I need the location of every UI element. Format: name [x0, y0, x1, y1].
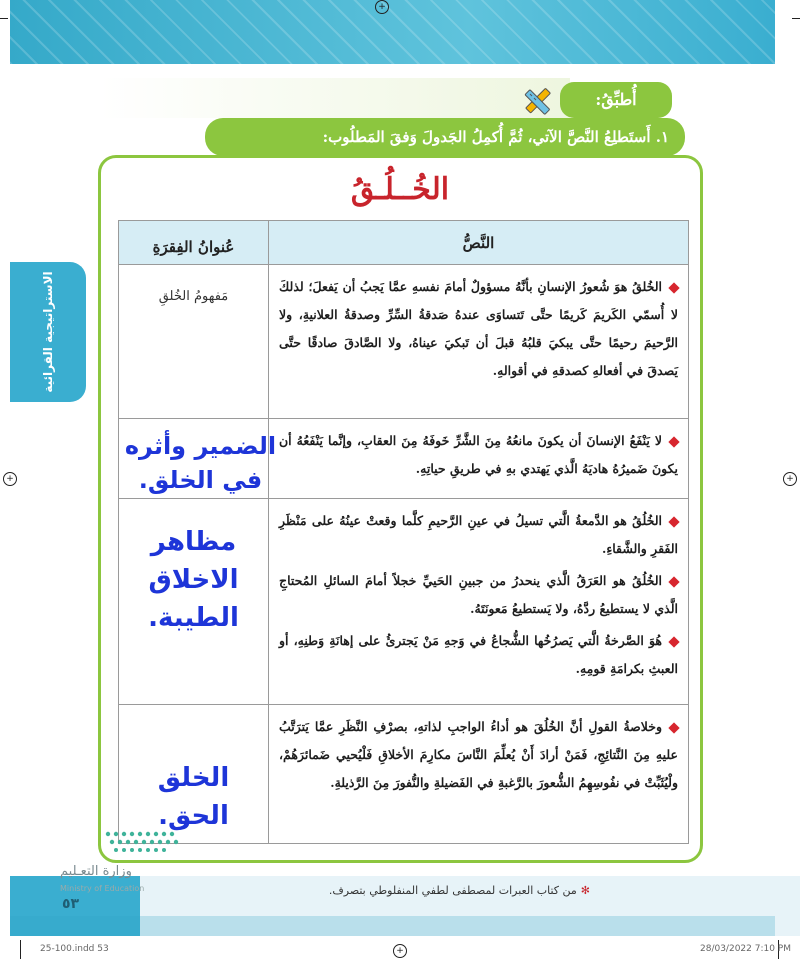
bullet-diamond-icon [668, 636, 679, 647]
bullet-diamond-icon [668, 576, 679, 587]
registration-mark-icon: + [3, 472, 17, 486]
banner-pattern [10, 0, 775, 64]
paragraph [279, 627, 678, 683]
header-strip [100, 78, 570, 118]
paragraph [279, 273, 678, 385]
side-tab-label: الاستراتيجية القرائية [41, 271, 55, 393]
paragraph-cell [269, 499, 689, 705]
handwritten-answer: مظاهر الاخلاق الطيبة. [148, 527, 239, 633]
table-header-row [119, 221, 689, 265]
paragraph-text: وخلاصةُ القولِ أنَّ الخُلُقَ هو أداءُ الواجبِ لذاتهِ، بصرْفِ النَّظَرِ عمَّا يَترَتَّبُ عليهِ مِنَ النَّتائِجِ، فَمَنْ أرادَ أَنْ يُعلِّمَ النَّاسَ مكارِمَ الأخلاقِ فَلْيُحيي ضَمائرَهُمْ، ولْيُثَبِّتْ في نفُوسِهِمُ الشُّعورَ بالرَّغبةِ في الفَضيلةِ والنُّفورَ مِنَ الرَّذيلةِ. [279, 719, 678, 790]
registration-mark-icon: + [375, 0, 389, 14]
footer-stripe [10, 916, 775, 936]
page-number: ٥٣ [62, 896, 80, 912]
handwritten-answer: الخلق الحق. [157, 763, 230, 831]
paragraph [279, 567, 678, 623]
printed-answer: مَفهومُ الخُلقِ [158, 289, 229, 304]
text-analysis-table [118, 220, 689, 844]
bullet-diamond-icon [668, 516, 679, 527]
paragraph [279, 713, 678, 797]
registration-mark-icon: + [783, 472, 797, 486]
answer-cell[interactable] [119, 499, 269, 705]
source-footnote [329, 884, 590, 897]
crop-mark [20, 940, 21, 959]
bullet-diamond-icon [668, 436, 679, 447]
side-strategy-tab [10, 262, 86, 402]
answer-cell[interactable] [119, 265, 269, 419]
answer-cell[interactable] [119, 705, 269, 844]
top-banner [10, 0, 775, 64]
table-row [119, 499, 689, 705]
instruction-heading: ١. أَستَطلِعُ النَّصَّ الآتي، ثُمَّ أُكمِلُ الجَدولَ وَفقَ المَطلُوب: [205, 118, 685, 156]
ministry-name: وزارة التعـليم [60, 864, 132, 879]
paragraph-cell [269, 419, 689, 499]
header-text-column: النَّصُّ [269, 221, 689, 265]
table-row [119, 705, 689, 844]
table-row [119, 265, 689, 419]
print-slug-left: 25-100.indd 53 [40, 944, 109, 954]
paragraph-cell [269, 265, 689, 419]
footnote-text: من كتاب العبرات لمصطفى لطفي المنفلوطي بتصرف. [328, 884, 577, 897]
print-slug-right: 28/03/2022 7:10 PM [700, 944, 791, 954]
crop-mark [0, 18, 8, 19]
apply-section-tab: أُطبِّقُ: [560, 82, 672, 118]
paragraph-cell [269, 705, 689, 844]
header-title-column: عُنوانُ الفِقرَةِ [119, 221, 269, 265]
paragraph [279, 507, 678, 563]
paragraph-text: لا يَنْفَعُ الإنسانَ أن يكونَ مانعُهُ مِنَ الشَّرِّ خَوفَهُ مِنَ العقابِ، وإنَّما يَنْفَعُهُ أن يكونَ ضَميرُهُ هاديَهُ الَّذي يَهتدي بهِ في طريقِ حياتِهِ. [279, 433, 678, 476]
paragraph-text: الخُلُقُ هو الدَّمعةُ الَّتي تسيلُ في عينِ الرَّحيمِ كلَّما وقعتْ عينُهُ على مَنْظَرِ الفَقرِ والشَّقاءِ. [279, 513, 678, 556]
asterisk-icon: ✻ [580, 884, 590, 897]
registration-mark-icon: + [393, 944, 407, 958]
pencil-ruler-icon [520, 84, 554, 118]
paragraph-text: الخُلقُ هوَ شُعورُ الإنسانِ بأنَّهُ مسؤولٌ أمامَ نفسهِ عمَّا يَجبُ أن يَفعلَ؛ لذلكَ لا أُسمّي الكَريمَ كَريمًا حتَّى تَتساوَى عندهُ صَدقةُ السِّرِّ وصدقةُ العلانيةِ، ولا الرَّحيمَ رحيمًا حتَّى يبكيَ قلبُهُ قبلَ أن تَبكيَ عيناهُ، ولا الصَّادقَ صادقًا حتَّى يَصدقَ في أفعالهِ كصدقهِ في أقوالهِ. [279, 279, 678, 378]
answer-cell[interactable] [119, 419, 277, 499]
paragraph [279, 427, 678, 483]
handwritten-answer: الضمير وأثره في الخلق. [124, 432, 277, 494]
table-row [119, 419, 689, 499]
paragraph-text: هُوَ الصَّرخةُ الَّتي يَصرُخُها الشُّجاعُ في وَجهِ مَنْ يَجترئُ على إهانَةِ وَطنِهِ، أو العبثِ بكرامَةِ قومِهِ. [279, 633, 678, 676]
ministry-logo-icon [102, 828, 192, 860]
bullet-diamond-icon [668, 282, 679, 293]
crop-mark [792, 18, 800, 19]
document-title: الخُــلُـقُ [350, 172, 450, 207]
paragraph-text: الخُلُقُ هو العَرَقُ الَّذي ينحدرُ من جبينِ الحَييِّ خجلاً أمامَ السائلِ المُحتاجِ الَّذي لا يستطيعُ ردَّهُ، ولا يَستطيعُ مَعونَتَهُ. [279, 573, 678, 616]
bullet-diamond-icon [668, 722, 679, 733]
ministry-logo [60, 828, 200, 898]
ministry-name-en: Ministry of Education [60, 884, 145, 893]
